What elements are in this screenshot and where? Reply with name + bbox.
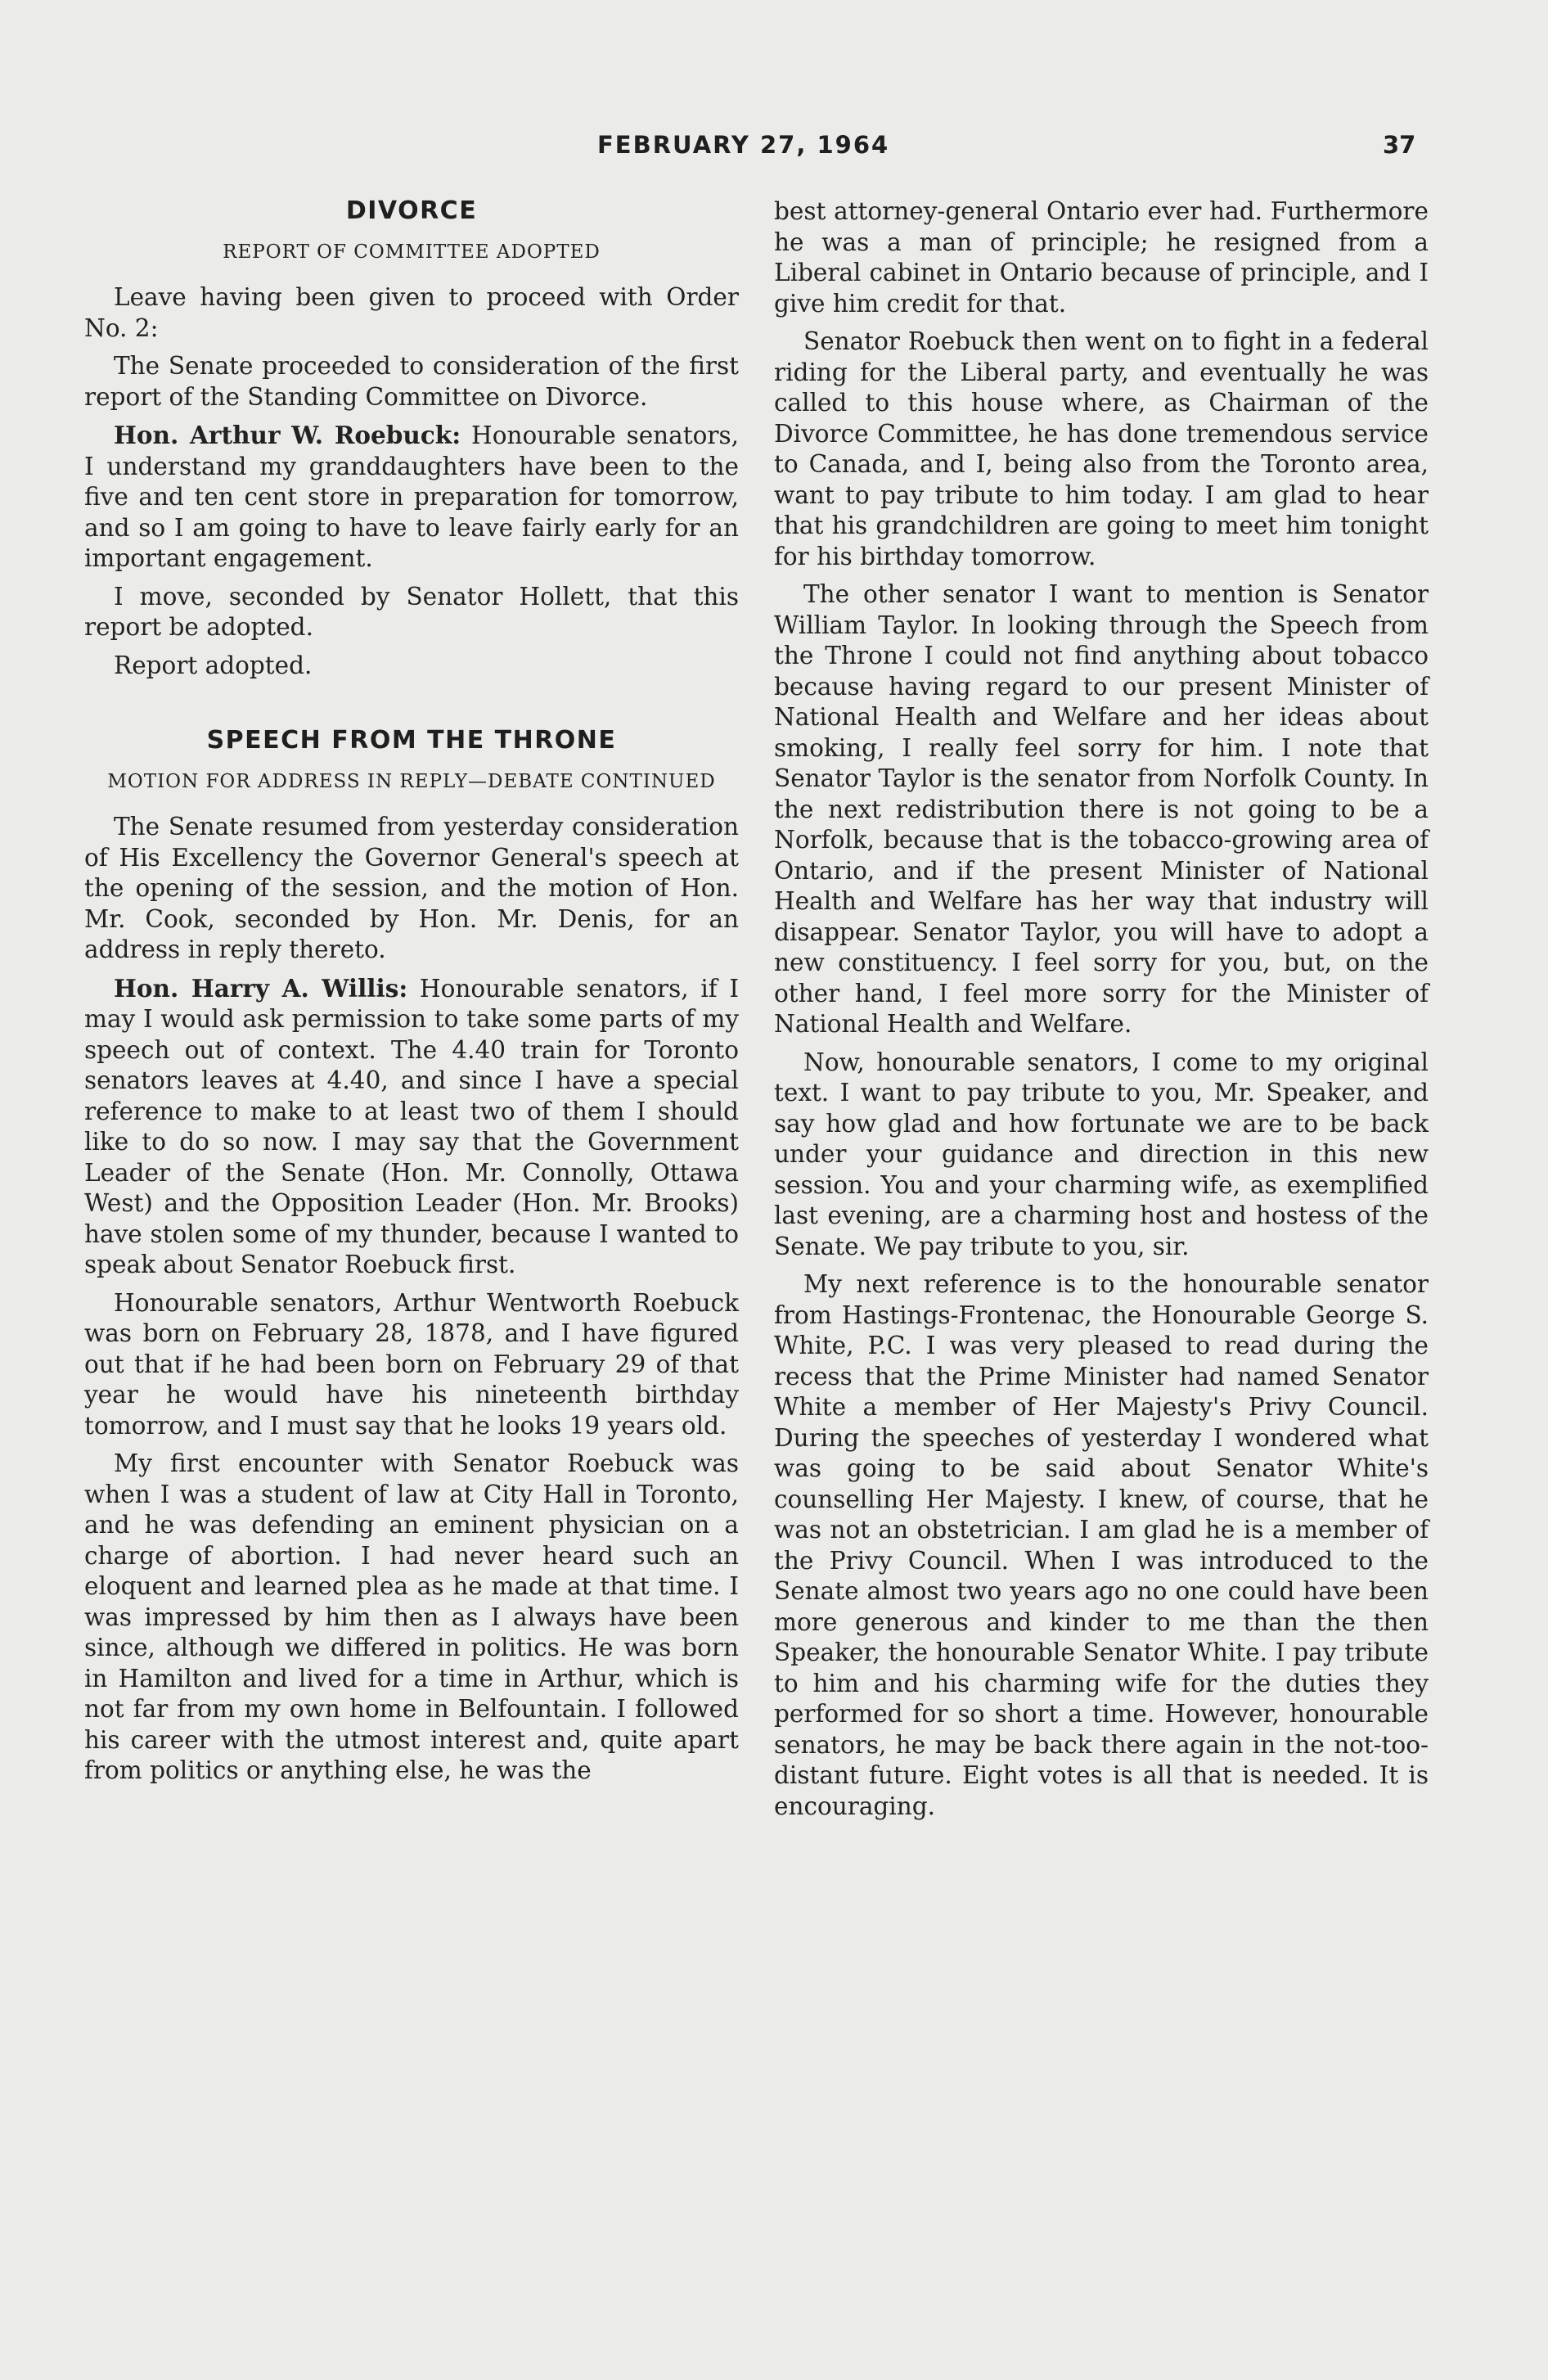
speaker-name: Hon. Harry A. Willis: (114, 973, 408, 1003)
section-subheading-divorce: REPORT OF COMMITTEE ADOPTED (223, 241, 601, 263)
speech-text: Honourable senators, I understand my granddaughters have been to the five and ten cent store in preparation for tomorrow, and so I am going to have to leave fairly early for an important engagement. (84, 421, 739, 572)
left-column (84, 196, 739, 1794)
paragraph: Leave having been given to proceed with Order No. 2: (84, 283, 739, 342)
paragraph: My next reference is to the honourable senator from Hastings-Frontenac, the Honourable George S. White, P.C. I was very pleased to read during the recess that the Prime Minister had named Senator White a member of Her Majesty's Privy Council. During the speeches of yesterday I wondered what was going to be said about Senator White's counselling Her Majesty. I knew, of course, that he was not an obstetrician. I am glad he is a member of the Privy Council. When I was introduced to the Senate almost two years ago no one could have been more generous and kinder to me than the then Speaker, the honourable Senator White. I pay tribute to him and his charming wife for the duties they performed for so short a time. However, honourable senators, he may be back there again in the not-too-distant future. Eight votes is all that is needed. It is encouraging. (774, 1270, 1429, 1820)
paragraph: Senator Roebuck then went on to fight in a federal riding for the Liberal party, and eventually he was called to this house where, as Chairman of the Divorce Committee, he has done tremendous service to Canada, and I, being also from the Toronto area, want to pay tribute to him today. I am glad to hear that his grandchildren are going to meet him tonight for his birthday tomorrow. (774, 327, 1429, 570)
section-heading-throne: SPEECH FROM THE THRONE (206, 726, 617, 755)
paragraph: Honourable senators, Arthur Wentworth Roebuck was born on February 28, 1878, and I have figured out that if he had been born on February 29 of that year he would have his nineteenth birthday tomorrow, and I must say that he looks 19 years old. (84, 1288, 739, 1440)
paragraph: The Senate proceeded to consideration of the first report of the Standing Committee on Divorce. (84, 352, 739, 411)
paragraph: Now, honourable senators, I come to my original text. I want to pay tribute to you, Mr. Speaker, and say how glad and how fortunate we are to be back under your guidance and direction in this new session. You and your charming wife, as exemplified last evening, are a charming host and hostess of the Senate. We pay tribute to you, sir. (774, 1048, 1429, 1260)
running-header (0, 131, 1548, 167)
speech-paragraph (84, 420, 739, 575)
header-date: FEBRUARY 27, 1964 (597, 131, 890, 159)
paragraph: My first encounter with Senator Roebuck was when I was a student of law at City Hall in Toronto, and he was defending an eminent physician on a charge of abortion. I had never heard such an eloquent and learned plea as he made at that time. I was impressed by him then as I always have been since, although we differed in politics. He was born in Hamilton and lived for a time in Arthur, which is not far from my own home in Belfountain. I followed his career with the utmost interest and, quite apart from politics or anything else, he was the (84, 1449, 739, 1784)
speech-paragraph (84, 973, 739, 1281)
paragraph: The other senator I want to mention is Senator William Taylor. In looking through the Speech from the Throne I could not find anything about tobacco because having regard to our present Minister of National Health and Welfare and her ideas about smoking, I really feel sorry for him. I note that Senator Taylor is the senator from Norfolk County. In the next redistribution there is not going to be a Norfolk, because that is the tobacco-growing area of Ontario, and if the present Minister of National Health and Welfare has her way that industry will disappear. Senator Taylor, you will have to adopt a new constituency. I feel sorry for you, but, on the other hand, I feel more sorry for the Minister of National Health and Welfare. (774, 580, 1429, 1038)
right-column (774, 196, 1429, 1829)
section-gap (84, 688, 739, 726)
page-number: 37 (1383, 131, 1416, 159)
speech-text: Honourable senators, if I may I would ask permission to take some parts of my speech out of context. The 4.40 train for Toronto senators leaves at 4.40, and since I have a special reference to make to at least two of them I should like to do so now. I may say that the Government Leader of the Senate (Hon. Mr. Connolly, Ottawa West) and the Opposition Leader (Hon. Mr. Brooks) have stolen some of my thunder, because I wanted to speak about Senator Roebuck first. (84, 974, 739, 1278)
section-subheading-throne: MOTION FOR ADDRESS IN REPLY—DEBATE CONTINUED (107, 771, 716, 792)
paragraph: The Senate resumed from yesterday consideration of His Excellency the Governor General's speech at the opening of the session, and the motion of Hon. Mr. Cook, seconded by Hon. Mr. Denis, for an address in reply thereto. (84, 813, 739, 963)
speaker-name: Hon. Arthur W. Roebuck: (114, 421, 461, 449)
section-heading-divorce: DIVORCE (345, 196, 478, 225)
paragraph-continued: best attorney-general Ontario ever had. Furthermore he was a man of principle; he resigned from a Liberal cabinet in Ontario because of principle, and I give him credit for that. (774, 197, 1429, 318)
paragraph: Report adopted. (114, 651, 313, 679)
paragraph: I move, seconded by Senator Hollett, that this report be adopted. (84, 582, 739, 641)
